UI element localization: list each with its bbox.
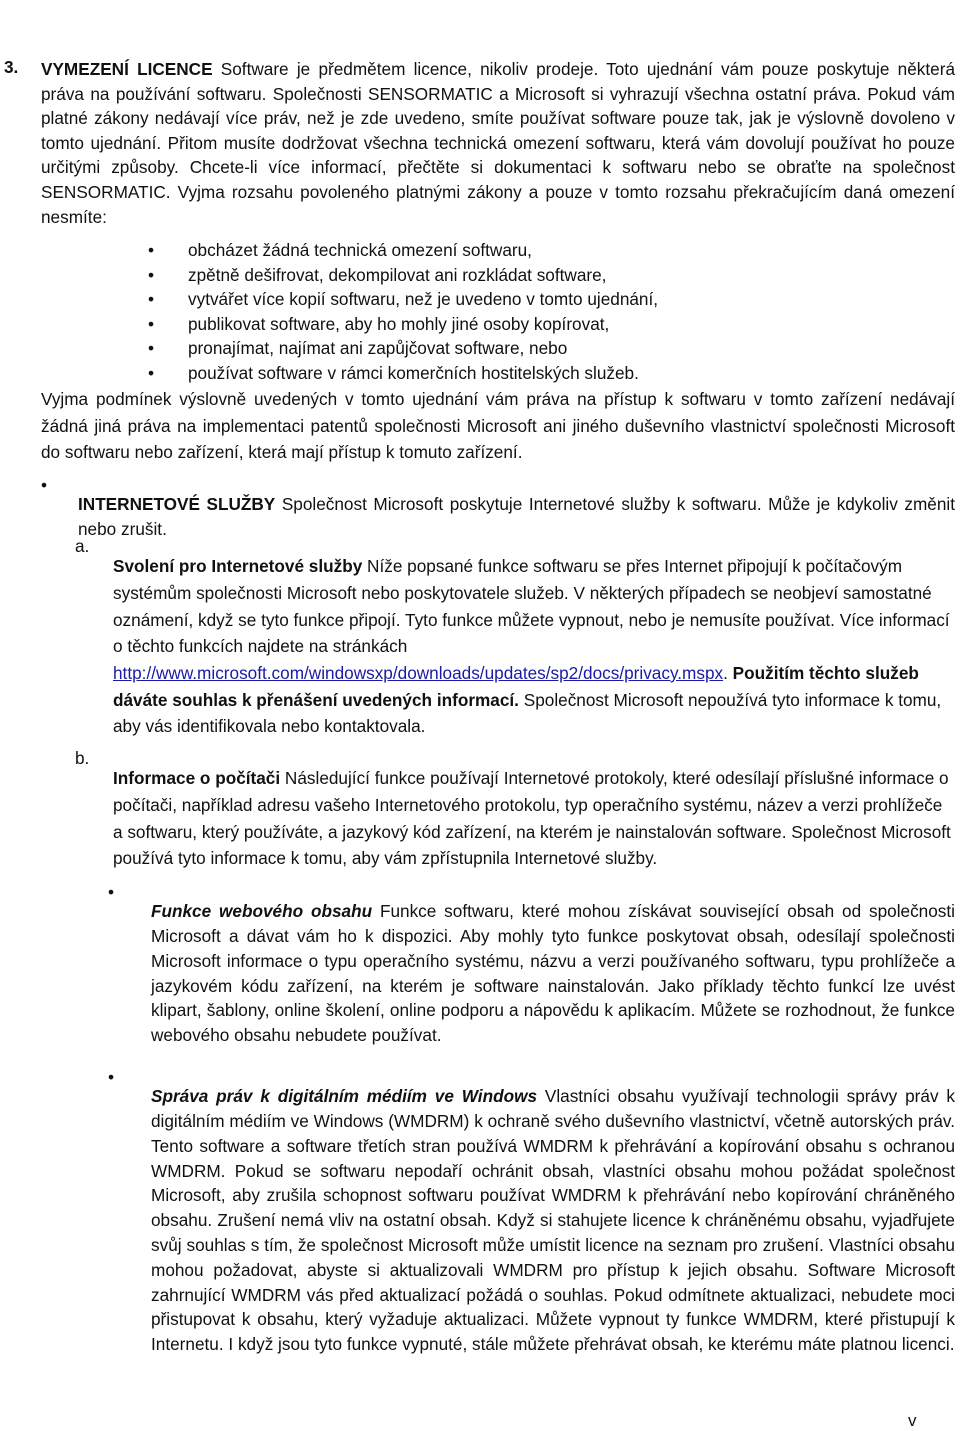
item-b-title: Informace o počítači <box>113 768 281 789</box>
list-item: • zpětně dešifrovat, dekompilovat ani rozkládat software, <box>150 263 950 288</box>
consent-statement: Použitím těchto služeb dáváte souhlas k přenášení uvedených informací. <box>113 663 919 710</box>
item-a: a. Svolení pro Internetové služby Níže popsané funkce softwaru se přes Internet připojují k počítačovým systémům společnosti Microsoft nebo poskytovatele služeb. V některých případech se neobjeví samostatné oznámení, když se tyto funkce připojí. Tyto funkce můžete vypnout, nebo je nemusíte používat. Více informací o těchto funkcích najdete na stránkách http://www.microsoft.com/windowsxp/downloads/updates/sp2/docs/privacy.mspx. Použitím těchto služeb dáváte souhlas k přenášení uvedených informací. Společnost Microsoft nepoužívá tyto informace k tomu, aby vás identifikovala nebo kontaktovala. <box>75 536 950 737</box>
sub-item-title: Funkce webového obsahu <box>151 901 373 922</box>
list-item: • publikovat software, aby ho mohly jiné osoby kopírovat, <box>150 312 950 337</box>
list-item: • vytvářet více kopií softwaru, než je uvedeno v tomto ujednání, <box>150 287 950 312</box>
internet-services-title: INTERNETOVÉ SLUŽBY <box>78 494 276 515</box>
item-a-label: a. <box>75 536 90 556</box>
list-item: • pronajímat, najímat ani zapůjčovat software, nebo <box>150 336 950 361</box>
item-b-label: b. <box>75 748 90 768</box>
list-item: • obcházet žádná technická omezení softwaru, <box>150 238 950 263</box>
item-a-title: Svolení pro Internetové služby <box>113 556 363 577</box>
section-number: 3. <box>4 57 19 77</box>
bullet: • <box>41 475 48 495</box>
section-intro-text: Software je předmětem licence, nikoliv prodeje. Toto ujednání vám pouze poskytuje některá práva na používání softwaru. Společnosti SENSORMATIC a Microsoft si vyhrazují všechna ostatní práva. Pokud vám platné zákony nedávají více práv, než je zde uvedeno, smíte používat software pouze tak, jak je výslovně dovoleno v tomto ujednání. Přitom musíte dodržovat všechna technická omezení softwaru, která vám dovolují používat ho pouze určitými způsoby. Chcete-li více informací, přečtěte si dokumentaci k softwaru nebo se obraťte na společnost SENSORMATIC. Vyjma rozsahu povoleného platnými zákony a pouze v tomto rozsahu překračujícím daná omezení nesmíte: <box>41 59 955 227</box>
bullet: • <box>108 1067 115 1087</box>
sub-item-title: Správa práv k digitálním médiím ve Windows <box>151 1086 538 1107</box>
page-number: v <box>908 1411 917 1430</box>
item-b: b. Informace o počítači Následující funkce používají Internetové protokoly, které odesílají příslušné informace o počítači, například adresu vašeho Internetového protokolu, typ operačního systému, název a verzi prohlížeče a softwaru, který používáte, a jazykový kód zařízení, na kterém je nainstalován software. Společnost Microsoft používá tyto informace k tomu, aby vám zpřístupnila Internetové služby. <box>75 748 951 869</box>
internet-services-text: Společnost Microsoft poskytuje Internetové služby k softwaru. Může je kdykoliv změnit nebo zrušit. <box>78 494 956 539</box>
section-intro <box>41 57 955 229</box>
list-item: • používat software v rámci komerčních hostitelských služeb. <box>150 361 950 386</box>
sub-item-wmdrm: • Správa práv k digitálním médiím ve Windows Vlastníci obsahu využívají technologii správy práv k digitálním médiím ve Windows (WMDRM) k ochraně svého duševního vlastnictví, včetně autorských práv. Tento software a software třetích stran používá WMDRM k přehrávání a kopírování obsahu s ochranou WMDRM. Pokud se softwaru nepodaří ochránit obsah, vlastníci obsahu mohou požádat společnost Microsoft, aby zrušila schopnost softwaru používat WMDRM k přehrávání nebo kopírování chráněného obsahu. Zrušení nemá vliv na ostatní obsah. Když si stahujete licence k chráněnému obsahu, vyjadřujete svůj souhlas s tím, že společnost Microsoft může umístit licence na seznam pro zrušení. Vlastníci obsahu mohou požadovat, abyste si aktualizovali WMDRM pro přístup k jejich obsahu. Software Microsoft zahrnující WMDRM vás před aktualizací požádá o souhlas. Pokud odmítnete aktualizaci, nebudete moci přistupovat k obsahu, který vyžaduje aktualizaci. Můžete vypnout ty funkce WMDRM, které přistupují k Internetu. I když jsou tyto funkce vypnuté, stále můžete přehrávat obsah, ke kterému máte platnou licenci. <box>108 1067 955 1355</box>
section-title: VYMEZENÍ LICENCE <box>41 59 213 79</box>
sub-item-web-content: • Funkce webového obsahu Funkce softwaru, které mohou získávat související obsah od společnosti Microsoft a dávat vám ho k dispozici. Aby mohly tyto funkce poskytovat obsah, odesílají společnosti Microsoft informace o typu operačního systému, názvu a verzi používaného softwaru, typu prohlížeče a jazykovém kódu zařízení, na kterém je software nainstalován. Jako příklady těchto funkcí lze uvést klipart, šablony, online školení, online podporu a nápovědu k aplikacím. Můžete se rozhodnout, že funkce webového obsahu nebudete používat. <box>108 882 955 1046</box>
ip-rights-paragraph: Vyjma podmínek výslovně uvedených v tomto ujednání vám práva na přístup k softwaru v tomto zařízení nedávají žádná jiná práva na implementaci patentů společnosti Microsoft ani jiného duševního vlastnictví společnosti Microsoft do softwaru nebo zařízení, která mají přístup k tomuto zařízení. <box>41 389 955 462</box>
restrictions-list <box>150 238 950 386</box>
bullet: • <box>108 882 115 902</box>
privacy-link[interactable]: http://www.microsoft.com/windowsxp/downloads/updates/sp2/docs/privacy.mspx <box>113 663 724 683</box>
